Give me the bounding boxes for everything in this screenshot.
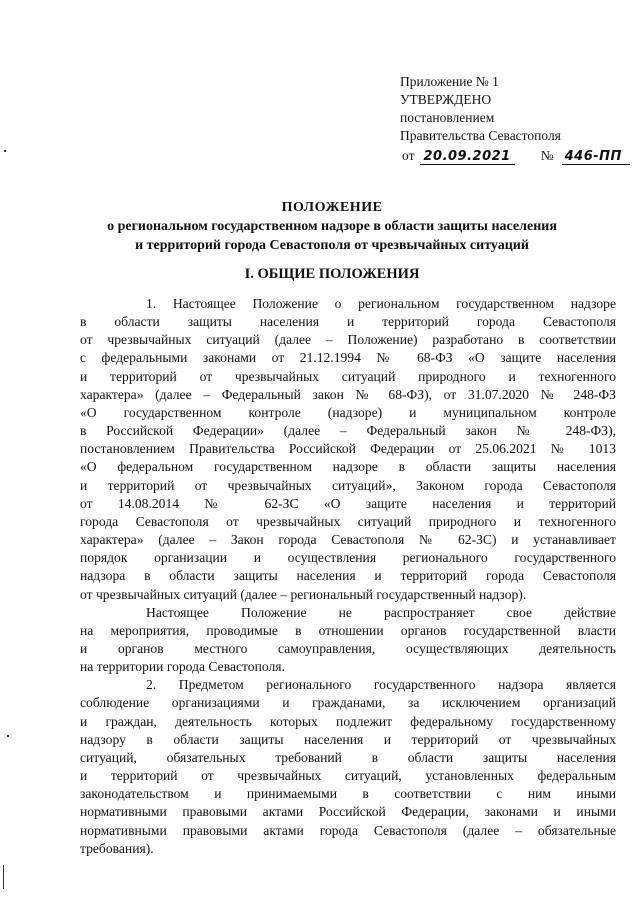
paragraph-line: «О федеральном государственном надзоре в области защиты населения <box>80 459 616 475</box>
appendix-number: Приложение № 1 <box>400 74 499 89</box>
approval-block <box>400 73 630 165</box>
handwritten-number: 446-ПП <box>562 149 630 165</box>
paragraph-line: нормативными правовыми актами города Севастополя (далее – обязательные <box>80 822 616 838</box>
date-prefix: от <box>402 148 415 163</box>
paragraph-line: и органов местного самоуправления, осуществляющих деятельность <box>80 640 616 656</box>
paragraph-line: нормативными правовыми актами Российской Федерации, законами и иными <box>80 804 616 820</box>
scan-mark <box>3 865 4 889</box>
paragraph-line: порядок организации и осуществления регионального государственного <box>80 550 616 566</box>
scan-mark <box>7 735 9 737</box>
paragraph-line: на мероприятия, проводимые в отношении органов государственной власти <box>80 622 616 638</box>
resolution-label: постановлением <box>400 110 495 125</box>
date-number-line <box>400 147 630 165</box>
paragraph-line: 2. Предметом регионального государственного надзора является <box>146 677 616 693</box>
government-label: Правительства Севастополя <box>400 128 561 143</box>
paragraph-line: от чрезвычайных ситуаций (далее – Положение) разработано в соответствии <box>80 332 616 348</box>
paragraph-line: 1. Настоящее Положение о региональном государственном надзоре <box>146 296 616 311</box>
paragraph-line: на территории города Севастополя. <box>80 659 285 675</box>
section-body <box>80 295 616 858</box>
paragraph-line: в Российской Федерации» (далее – Федеральный закон № 248-ФЗ), <box>80 423 616 439</box>
paragraph-line: города Севастополя от чрезвычайных ситуаций природного и техногенного <box>80 513 616 529</box>
paragraph-line: ситуаций, обязательных требований в области защиты населения <box>80 749 616 765</box>
title-subtitle-line-2: и территорий города Севастополя от чрезвычайных ситуаций <box>135 238 529 253</box>
paragraph-line: характера» (далее – Закон города Севастополя № 62-ЗС) и устанавливает <box>80 532 616 548</box>
paragraph-line: надзору в области защиты населения и территорий от чрезвычайных <box>80 731 616 747</box>
title-heading: ПОЛОЖЕНИЕ <box>281 200 383 215</box>
section-heading: I. ОБЩИЕ ПОЛОЖЕНИЯ <box>244 266 420 282</box>
paragraph-line: и территорий от чрезвычайных ситуаций, установленных федеральным <box>80 768 616 784</box>
paragraph-line: постановлением Правительства Российской Федерации от 25.06.2021 № 1013 <box>80 441 616 457</box>
handwritten-date: 20.09.2021 <box>420 149 514 165</box>
paragraph-line: и территорий от чрезвычайных ситуаций», Законом города Севастополя <box>80 477 616 493</box>
paragraph-line: и граждан, деятельность которых подлежит федеральному государственному <box>80 713 616 729</box>
paragraph-line: соблюдение организациями и гражданами, за исключением организаций <box>80 695 616 711</box>
approved-label: УТВЕРЖДЕНО <box>400 92 492 107</box>
paragraph-line: «О государственном контроле (надзоре) и муниципальном контроле <box>80 404 616 420</box>
paragraph-line: в области защиты населения и территорий города Севастополя <box>80 314 616 330</box>
paragraph-line: Настоящее Положение не распространяет свое действие <box>146 604 616 620</box>
paragraph-line: надзора в области защиты населения и территорий города Севастополя <box>80 568 616 584</box>
paragraph-line: законодательством и принимаемыми в соответствии с ним иными <box>80 786 616 802</box>
paragraph-line: от 14.08.2014 № 62-ЗС «О защите населения и территорий <box>80 495 616 511</box>
paragraph-line: характера» (далее – Федеральный закон № 68-ФЗ), от 31.07.2020 № 248-ФЗ <box>80 386 616 402</box>
number-label: № <box>540 148 554 163</box>
paragraph-line: от чрезвычайных ситуаций (далее – региональный государственный надзор). <box>80 586 527 602</box>
title-subtitle-line-1: о региональном государственном надзоре в области защиты населения <box>107 219 557 234</box>
paragraph-line: с федеральными законами от 21.12.1994 № 68-ФЗ «О защите населения <box>80 350 616 366</box>
document-title <box>82 198 582 255</box>
paragraph-line: требования). <box>80 840 154 856</box>
scan-mark <box>4 150 6 152</box>
paragraph-line: и территорий от чрезвычайных ситуаций природного и техногенного <box>80 368 616 384</box>
